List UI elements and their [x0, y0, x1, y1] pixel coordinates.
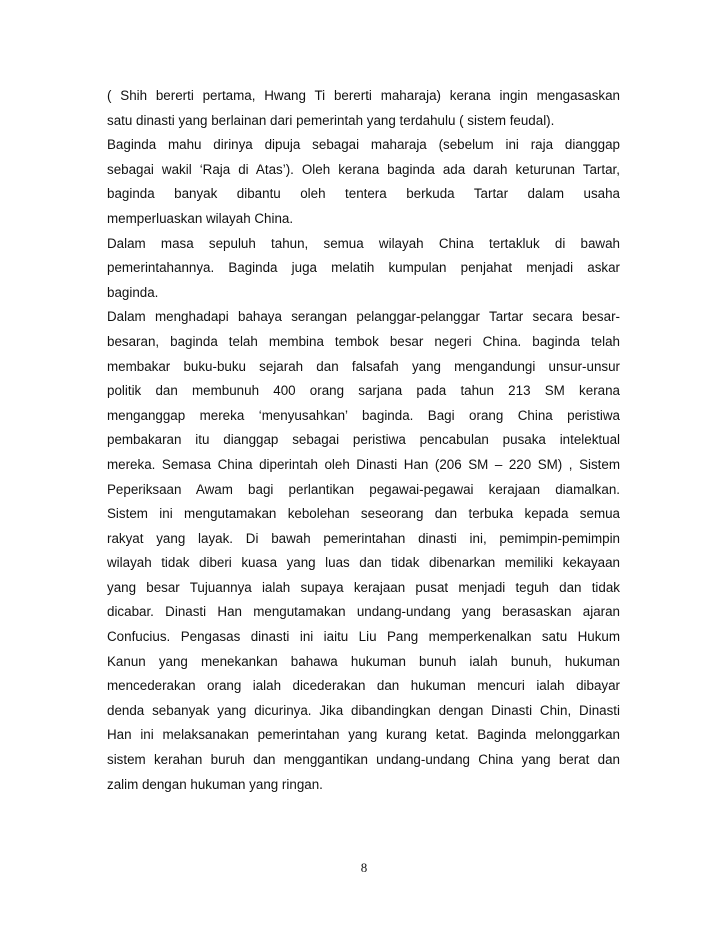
text-line: memperluaskan wilayah China. — [107, 210, 294, 226]
text-line: mencederakan orang ialah dicederakan dan hukuman mencuri ialah dibayar — [107, 678, 620, 694]
text-line: pemerintahannya. Baginda juga melatih kumpulan penjahat menjadi askar — [107, 260, 620, 276]
text-line: membakar buku-buku sejarah dan falsafah yang mengandungi unsur-unsur — [107, 358, 620, 374]
text-line: rakyat yang layak. Di bawah pemerintahan dinasti ini, pemimpin-pemimpin — [107, 530, 620, 546]
text-line: Han ini melaksanakan pemerintahan yang kurang ketat. Baginda melonggarkan — [107, 727, 620, 743]
text-line: Sistem ini mengutamakan kebolehan seseorang dan terbuka kepada semua — [107, 506, 620, 522]
text-line: satu dinasti yang berlainan dari pemerintah yang terdahulu ( sistem feudal). — [107, 112, 555, 128]
text-line: baginda. — [107, 284, 159, 300]
text-line: Confucius. Pengasas dinasti ini iaitu Liu Pang memperkenalkan satu Hukum — [107, 629, 620, 645]
text-line: mereka. Semasa China diperintah oleh Dinasti Han (206 SM – 220 SM) , Sistem — [107, 456, 620, 472]
text-line: Dalam menghadapi bahaya serangan pelanggar-pelanggar Tartar secara besar- — [107, 309, 620, 325]
text-line: politik dan membunuh 400 orang sarjana pada tahun 213 SM kerana — [107, 383, 620, 399]
text-line: zalim dengan hukuman yang ringan. — [107, 776, 323, 792]
text-line: pembakaran itu dianggap sebagai peristiwa pencabulan pusaka intelektual — [107, 432, 620, 448]
text-line: Kanun yang menekankan bahawa hukuman bunuh ialah bunuh, hukuman — [107, 653, 620, 669]
text-line: Peperiksaan Awam bagi perlantikan pegawai-pegawai kerajaan diamalkan. — [107, 481, 620, 497]
text-line: yang besar Tujuannya ialah supaya kerajaan pusat menjadi teguh dan tidak — [107, 579, 620, 595]
text-line: Dalam masa sepuluh tahun, semua wilayah China tertakluk di bawah — [107, 235, 620, 251]
text-line: denda sebanyak yang dicurinya. Jika dibandingkan dengan Dinasti Chin, Dinasti — [107, 702, 620, 718]
page-number: 8 — [360, 860, 368, 875]
text-line: menganggap mereka ‘menyusahkan’ baginda. Bagi orang China peristiwa — [107, 407, 620, 423]
text-line: besaran, baginda telah membina tembok besar negeri China. baginda telah — [107, 333, 620, 349]
body-text — [107, 84, 620, 797]
text-line: sistem kerahan buruh dan menggantikan undang-undang China yang berat dan — [107, 752, 620, 768]
text-line: Baginda mahu dirinya dipuja sebagai maharaja (sebelum ini raja dianggap — [107, 137, 620, 153]
text-line: baginda banyak dibantu oleh tentera berkuda Tartar dalam usaha — [107, 186, 620, 202]
text-line: dicabar. Dinasti Han mengutamakan undang-undang yang berasaskan ajaran — [107, 604, 620, 620]
text-line: wilayah tidak diberi kuasa yang luas dan tidak dibenarkan memiliki kekayaan — [107, 555, 620, 571]
text-line: ( Shih bererti pertama, Hwang Ti bererti maharaja) kerana ingin mengasaskan — [107, 88, 620, 103]
text-line: sebagai wakil ‘Raja di Atas’). Oleh kerana baginda ada darah keturunan Tartar, — [107, 161, 620, 177]
